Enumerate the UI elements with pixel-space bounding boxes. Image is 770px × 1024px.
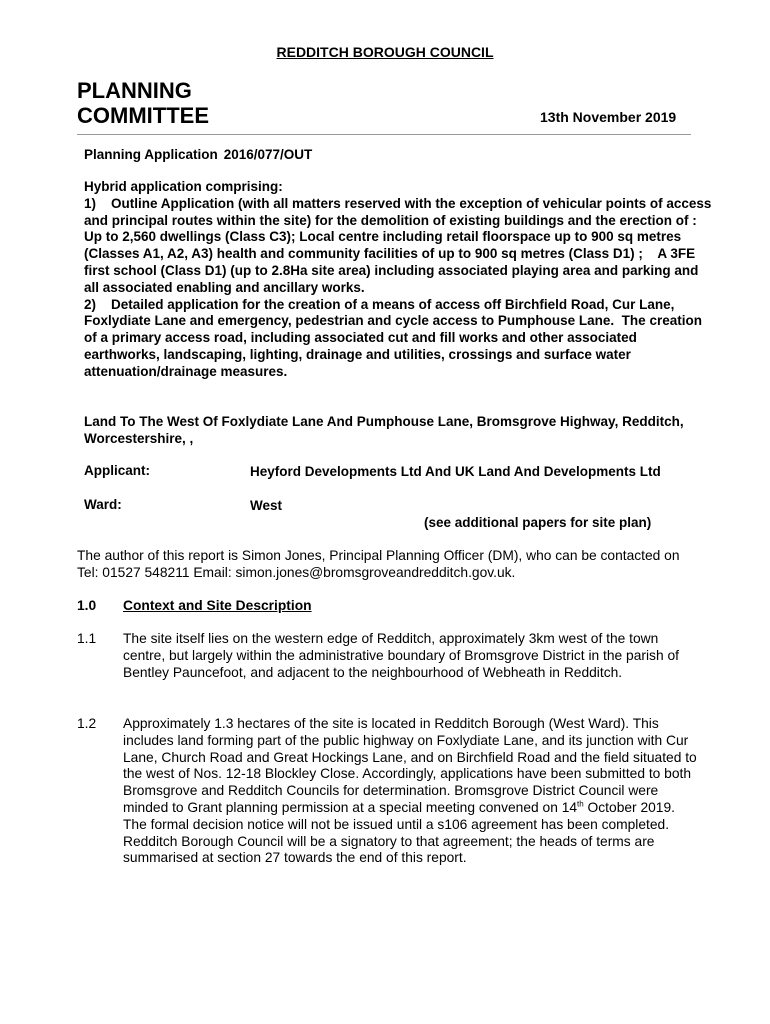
meeting-date: 13th November 2019 (540, 109, 677, 125)
site-plan-note: (see additional papers for site plan) (424, 515, 652, 530)
council-name: REDDITCH BOROUGH COUNCIL (276, 44, 494, 60)
paragraph-2-number: 1.2 (77, 716, 97, 731)
description-part-1: 1) Outline Application (with all matters reserved with the exception of vehicular points of access and principal routes within the site) for the demolition of existing buildings and the erection of : Up to 2,560 dwellings (Class C3); Local centre including retail floorspace up to 900 sq metres (Classes A1, A2, A3) health and community facilities of up to 900 sq metres (Class D1) ; A 3FE first school (Class D1) (up to 2.8Ha site area) including associated playing area and parking and all associated enabling and ancillary works. (84, 195, 716, 295)
application-reference (84, 147, 312, 162)
application-description (84, 179, 714, 381)
ward-label: Ward: (84, 497, 122, 512)
ward-value: West (250, 498, 283, 513)
ordinal-suffix: th (577, 799, 584, 809)
committee-title-line2: COMMITTEE (77, 103, 209, 128)
committee-title (77, 78, 209, 128)
applicant-value: Heyford Developments Ltd And UK Land And Developments Ltd (250, 464, 661, 479)
site-location: Land To The West Of Foxlydiate Lane And Pumphouse Lane, Bromsgrove Highway, Redditch, Worcestershire, , (84, 414, 684, 446)
paragraph-1: The site itself lies on the western edge of Redditch, approximately 3km west of the town centre, but largely within the administrative boundary of Bromsgrove District in the parish of Bentley Pauncefoot, and adjacent to the neighbourhood of Webheath in Redditch. (123, 631, 679, 680)
paragraph-2-text-a: Approximately 1.3 hectares of the site is located in Redditch Borough (West Ward). This includes land forming part of the public highway on Foxlydiate Lane, and its junction with Cur Lane, Church Road and Great Hockings Lane, and on Birchfield Road and the field situated to the west of Nos. 12-18 Blockley Close. Accordingly, applications have been submitted to both Bromsgrove and Redditch Councils for determination. Bromsgrove District Council were minded to Grant planning permission at a special meeting convened on 14 (123, 716, 697, 815)
author-contact: The author of this report is Simon Jones, Principal Planning Officer (DM), who can be contacted on Tel: 01527 548211 Email: simon.jones@bromsgroveandredditch.gov.uk. (77, 548, 680, 580)
section-number: 1.0 (77, 598, 97, 613)
paragraph-1-number: 1.1 (77, 631, 97, 646)
paragraph-2 (123, 716, 698, 867)
description-intro: Hybrid application comprising: (84, 179, 283, 194)
applicant-label: Applicant: (84, 463, 150, 478)
paragraph-2-text-b: October 2019. The formal decision notice will not be issued until a s106 agreement has been completed. Redditch Borough Council will be a signatory to that agreement; the heads of terms are summarised at section 27 towards the end of this report. (123, 799, 675, 866)
application-label: Planning Application (84, 147, 218, 162)
section-heading: Context and Site Description (123, 598, 312, 613)
committee-title-line1: PLANNING (77, 78, 192, 103)
description-part-2: 2) Detailed application for the creation of a means of access off Birchfield Road, Cur Lane, Foxlydiate Lane and emergency, pedestrian and cycle access to Pumphouse Lane. The creation of a primary access road, including associated cut and fill works and other associated earthworks, landscaping, lighting, drainage and utilities, crossings and surface water attenuation/drainage measures. (84, 296, 706, 379)
application-number: 2016/077/OUT (223, 147, 313, 162)
header-divider (77, 134, 691, 135)
